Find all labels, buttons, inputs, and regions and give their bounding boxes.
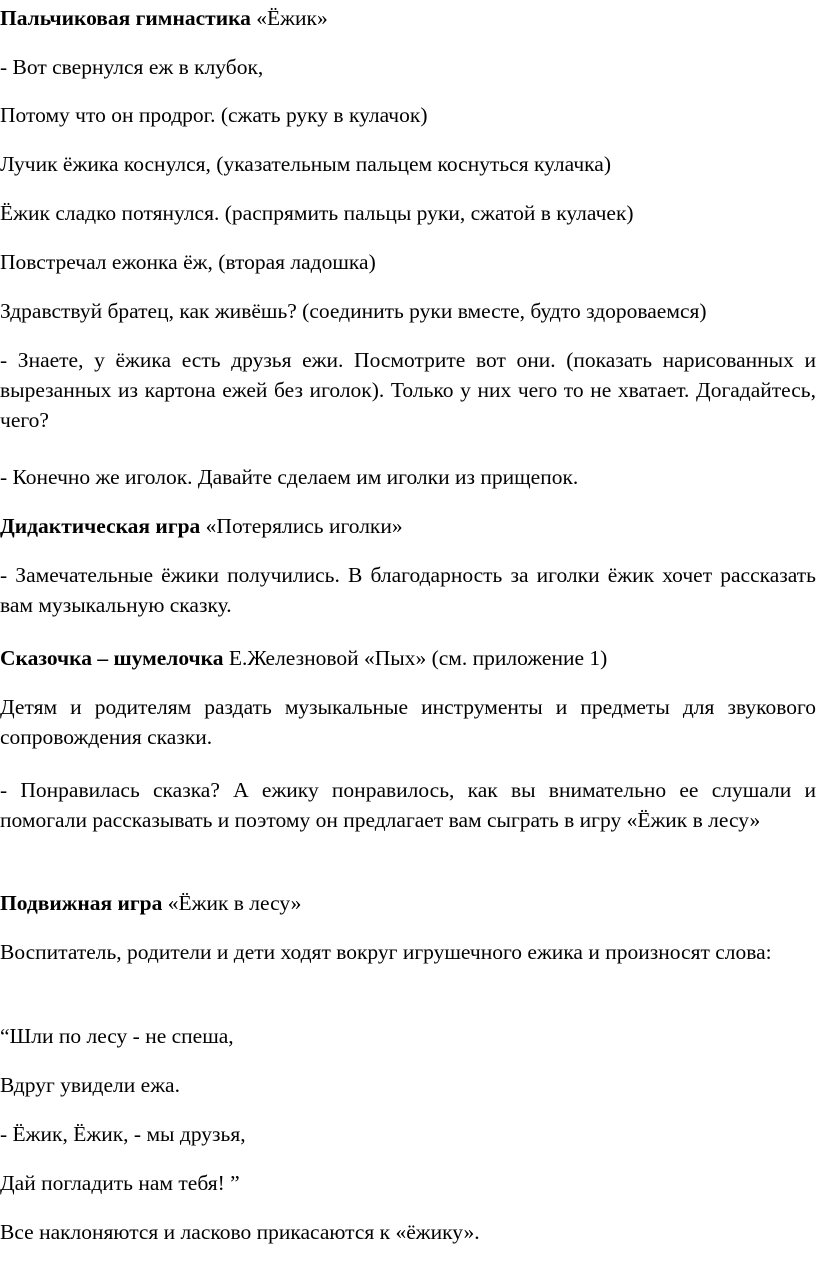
paragraph-friends: - Знаете, у ёжика есть друзья ежи. Посмотрите вот они. (показать нарисованных и вырезанных из картона ежей без иголок). Только у них чего то не хватает. Догадайтесь, чего? — [0, 348, 816, 432]
tale-heading-line — [0, 643, 816, 673]
section-heading: Дидактическая игра — [0, 514, 201, 538]
paragraph-walk: Воспитатель, родители и дети ходят вокруг игрушечного ежика и произносят слова: — [0, 940, 772, 964]
section-title: Е.Железновой «Пых» (см. приложение 1) — [223, 646, 608, 670]
paragraph-instruments: Детям и родителям раздать музыкальные инструменты и предметы для звукового сопровождения сказки. — [0, 695, 816, 749]
rhyme-line-5: Повстречал ежонка ёж, (вторая ладошка) — [0, 250, 376, 274]
didactic-game-heading-line — [0, 511, 816, 541]
poem-line-3: - Ёжик, Ёжик, - мы друзья, — [0, 1122, 246, 1146]
finger-gym-heading-line — [0, 3, 816, 33]
rhyme-line-4: Ёжик сладко потянулся. (распрямить пальцы руки, сжатой в кулачек) — [0, 201, 634, 225]
outdoor-game-heading-line — [0, 888, 816, 918]
section-title: «Ёжик» — [250, 6, 328, 30]
section-heading: Подвижная игра — [0, 891, 163, 915]
poem-line-1: “Шли по лесу - не спеша, — [0, 1024, 234, 1048]
rhyme-line-6: Здравствуй братец, как живёшь? (соединить руки вместе, будто здороваемся) — [0, 299, 707, 323]
rhyme-line-1: - Вот свернулся еж в клубок, — [0, 55, 264, 79]
rhyme-line-3: Лучик ёжика коснулся, (указательным пальцем коснуться кулачка) — [0, 152, 611, 176]
rhyme-line-2: Потому что он продрог. (сжать руку в кулачок) — [0, 103, 428, 127]
paragraph-final: Все наклоняются и ласково прикасаются к «ёжику». — [0, 1220, 480, 1244]
poem-line-4: Дай погладить нам тебя! ” — [0, 1171, 240, 1195]
paragraph-liked: - Понравилась сказка? А ежику понравилось, как вы внимательно ее слушали и помогали рассказывать и поэтому он предлагает вам сыграть в игру «Ёжик в лесу» — [0, 778, 816, 832]
paragraph-thanks: - Замечательные ёжики получились. В благодарность за иголки ёжик хочет рассказать вам музыкальную сказку. — [0, 563, 816, 617]
section-heading: Пальчиковая гимнастика — [0, 6, 251, 30]
section-title: «Потерялись иголки» — [200, 514, 403, 538]
paragraph-needles: - Конечно же иголок. Давайте сделаем им иголки из прищепок. — [0, 465, 579, 489]
section-heading: Сказочка – шумелочка — [0, 646, 224, 670]
section-title: «Ёжик в лесу» — [162, 891, 302, 915]
poem-line-2: Вдруг увидели ежа. — [0, 1073, 180, 1097]
